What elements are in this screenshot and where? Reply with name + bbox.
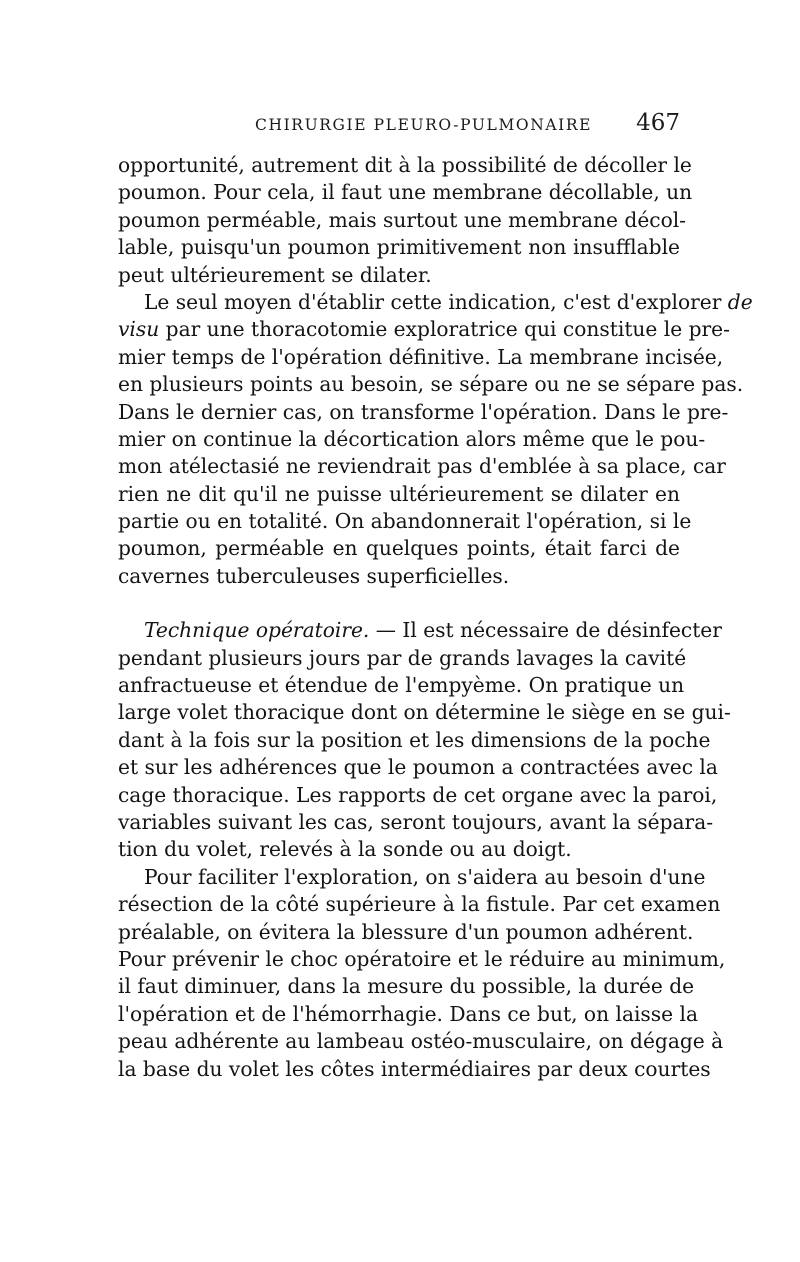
text-line: opportunité, autrement dit à la possibilité de décoller le bbox=[118, 153, 692, 177]
text-line: poumon, perméable en quelques points, était farci de bbox=[118, 536, 680, 561]
text-line: peut ultérieurement se dilater. bbox=[118, 262, 432, 287]
text-line: la base du volet les côtes intermédiaires par deux courtes bbox=[118, 1056, 711, 1081]
text-line: dant à la fois sur la position et les dimensions de la poche bbox=[118, 727, 711, 752]
text-line: en plusieurs points au besoin, se sépare ou ne se sépare pas. bbox=[118, 372, 744, 397]
text-line: anfractueuse et étendue de l'empyème. On pratique un bbox=[118, 673, 685, 698]
section-heading: Technique opératoire. bbox=[144, 618, 370, 643]
page-number: 467 bbox=[636, 110, 680, 136]
text-line: tion du volet, relevés à la sonde ou au doigt. bbox=[118, 837, 572, 862]
text-line bbox=[118, 316, 730, 343]
text-line: partie ou en totalité. On abandonnerait l'opération, si le bbox=[118, 509, 692, 534]
text-line: pendant plusieurs jours par de grands lavages la cavité bbox=[118, 645, 687, 670]
italic-phrase: de bbox=[727, 289, 753, 314]
text-line: Pour prévenir le choc opératoire et le réduire au minimum, bbox=[118, 946, 726, 971]
text-line: large volet thoracique dont on détermine le siège en se gui- bbox=[118, 700, 731, 725]
text-line: mier on continue la décortication alors même que le pou- bbox=[118, 426, 706, 451]
text-line: variables suivant les cas, seront toujours, avant la sépara- bbox=[118, 809, 714, 834]
text-line: Dans le dernier cas, on transforme l'opération. Dans le pre- bbox=[118, 399, 729, 424]
paragraph-3 bbox=[118, 617, 731, 864]
text-line: lable, puisqu'un poumon primitivement non insufflable bbox=[118, 235, 680, 260]
text-line: Pour faciliter l'exploration, on s'aidera au besoin d'une bbox=[144, 864, 706, 889]
section-gap bbox=[118, 590, 680, 617]
text-line: l'opération et de l'hémorrhagie. Dans ce but, on laisse la bbox=[118, 1001, 699, 1026]
text-run: par une thoracotomie exploratrice qui constitue le pre- bbox=[159, 317, 730, 342]
text-line: cavernes tuberculeuses superficielles. bbox=[118, 563, 510, 588]
text-line: poumon perméable, mais surtout une membrane décol- bbox=[118, 207, 687, 232]
running-title: CHIRURGIE PLEURO-PULMONAIRE bbox=[255, 116, 593, 134]
text-line bbox=[118, 617, 722, 644]
text-line: poumon. Pour cela, il faut une membrane décollable, un bbox=[118, 180, 693, 205]
text-line bbox=[118, 289, 753, 316]
text-line: et sur les adhérences que le poumon a contractées avec la bbox=[118, 755, 718, 780]
running-header bbox=[118, 112, 680, 142]
text-line: mon atélectasié ne reviendrait pas d'emblée à sa place, car bbox=[118, 454, 726, 479]
paragraph-2 bbox=[118, 289, 753, 590]
text-run: — Il est nécessaire de désinfecter bbox=[369, 618, 722, 643]
text-line: rien ne dit qu'il ne puisse ultérieurement se dilater en bbox=[118, 481, 680, 506]
text-line: résection de la côté supérieure à la fistule. Par cet examen bbox=[118, 892, 721, 917]
italic-phrase: visu bbox=[118, 317, 160, 342]
paragraph-4 bbox=[118, 864, 726, 1083]
paragraph-1 bbox=[118, 152, 693, 289]
text-run: Le seul moyen d'établir cette indication, c'est d'explorer bbox=[144, 289, 728, 314]
text-line: il faut diminuer, dans la mesure du possible, la durée de bbox=[118, 974, 695, 999]
text-line: peau adhérente au lambeau ostéo-musculaire, on dégage à bbox=[118, 1029, 724, 1054]
text-line: cage thoracique. Les rapports de cet organe avec la paroi, bbox=[118, 782, 718, 807]
body-text bbox=[118, 152, 753, 1083]
text-line: préalable, on évitera la blessure d'un poumon adhérent. bbox=[118, 919, 694, 944]
text-line: mier temps de l'opération définitive. La membrane incisée, bbox=[118, 344, 724, 369]
